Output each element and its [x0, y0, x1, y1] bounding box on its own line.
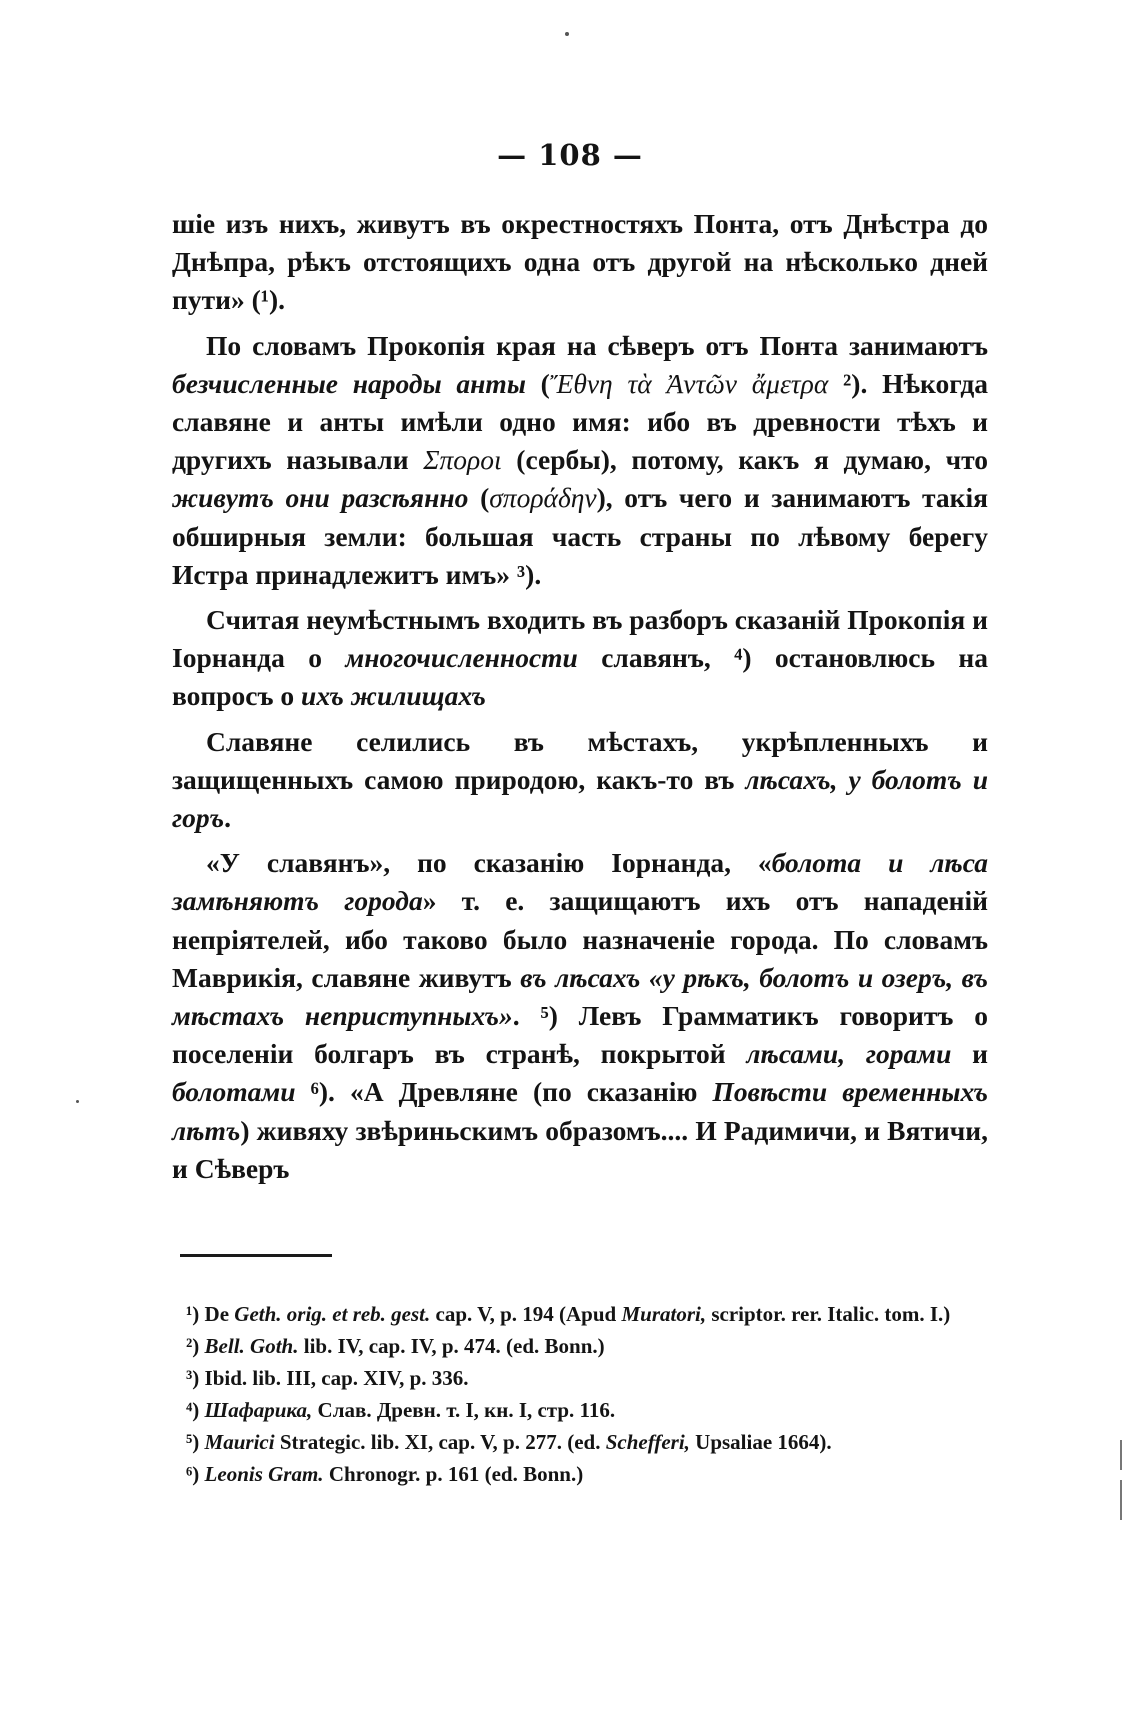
paragraph-5	[172, 844, 988, 1188]
text-run: Считая неумѣстнымъ входить въ разборъ сказаній Прокопія и Іорнанда о	[172, 604, 988, 674]
paragraph-4	[172, 723, 988, 838]
text-run: ¹) De	[186, 1302, 235, 1326]
footnotes	[176, 1298, 982, 1490]
scan-speck	[565, 32, 569, 36]
italic-run: многочисленности	[345, 642, 578, 674]
text-run: .	[224, 802, 232, 834]
paragraph-3	[172, 601, 988, 716]
text-run: (	[525, 367, 550, 399]
italic-run: Шафарика,	[204, 1398, 313, 1422]
main-text	[172, 205, 988, 1195]
text-run: ⁶)	[186, 1462, 205, 1486]
text-run: Славяне селились въ мѣстахъ, укрѣпленныхъ и защищенныхъ самою природою, какъ-то въ	[172, 725, 988, 795]
footnote-separator	[180, 1254, 332, 1257]
italic-run: въ лѣсахъ «у рѣкъ, болотъ и озеръ, въ мѣстахъ неприступныхъ»	[172, 961, 988, 1032]
text-run: ), отъ чего и занимаютъ такія обширныя земли: большая часть страны по лѣвому берегу Истра принадлежитъ имъ» ³).	[172, 482, 988, 590]
footnote-2	[176, 1330, 982, 1362]
text-run: (	[468, 482, 490, 514]
text-run: lib. IV, cap. IV, p. 474. (ed. Bonn.)	[298, 1334, 605, 1358]
paragraph-2	[172, 327, 988, 594]
text-run: и	[951, 1038, 988, 1070]
text-run: Strategic. lib. XI, cap. V, p. 277. (ed.	[274, 1430, 606, 1454]
italic-run: безчисленные народы анты	[172, 367, 526, 399]
text-run: Upsaliae 1664).	[689, 1430, 832, 1454]
text-run: cap. V, p. 194 (Apud	[430, 1302, 622, 1326]
text-run: ⁶). «А Древляне (по сказанію	[295, 1076, 713, 1108]
italic-run: Повѣсти временныхъ лѣтъ	[172, 1076, 989, 1146]
italic-run: Schefferi,	[605, 1430, 690, 1454]
scan-speck	[76, 1100, 79, 1103]
text-run: . ⁵) Левъ Грамматикъ говоритъ о поселеніи болгаръ въ странѣ, покрытой	[172, 1000, 988, 1070]
text-run: (сербы), потому, какъ я думаю, что	[501, 444, 988, 476]
italic-run: болотами	[172, 1076, 296, 1108]
italic-run: Maurici	[204, 1430, 275, 1454]
greek-run: Ἔθνη τὰ Ἀντῶν ἄμετρα	[549, 367, 829, 399]
text-run: ) живяху звѣриньскимъ образомъ.... И Радимичи, и Вятичи, и Сѣверъ	[172, 1114, 988, 1184]
italic-run: живутъ они разсѣянно	[172, 482, 469, 514]
italic-run: Bell. Goth.	[204, 1334, 299, 1358]
text-run: ²)	[186, 1334, 205, 1358]
text-run: ²). Нѣкогда славяне и анты имѣли одно имя: ибо въ древности тѣхъ и другихъ называли	[172, 367, 988, 476]
footnote-6	[176, 1458, 982, 1490]
scan-edge-mark	[1120, 1480, 1122, 1520]
italic-run: ихъ жилищахъ	[301, 680, 486, 712]
footnote-1	[176, 1298, 982, 1330]
greek-run: σποράδην	[489, 482, 597, 514]
italic-run: Leonis Gram.	[204, 1462, 324, 1486]
italic-run: Geth. orig. et reb. gest.	[234, 1302, 431, 1326]
footnote-4	[176, 1394, 982, 1426]
text-run: Chronogr. p. 161 (ed. Bonn.)	[323, 1462, 584, 1486]
paragraph-1	[172, 205, 988, 320]
footnote-3	[176, 1362, 982, 1394]
text-run: ⁵)	[186, 1430, 205, 1454]
text-run: ³) Ibid. lib. III, cap. XIV, p. 336.	[186, 1366, 469, 1390]
italic-run: лѣсами, горами	[746, 1038, 952, 1070]
text-run: «У славянъ», по сказанію Іорнанда, «	[206, 847, 772, 879]
scan-edge-mark	[1120, 1440, 1122, 1470]
text-run: » т. е. защищаютъ ихъ отъ нападеній непріятелей, ибо таково было назначеніе города. По словамъ Маврикія, славяне живутъ	[172, 885, 988, 993]
text-run: славянъ, ⁴) остановлюсь на вопросъ о	[172, 642, 988, 712]
italic-run: Muratori,	[621, 1302, 707, 1326]
page-number-header: — 108 —	[497, 138, 643, 172]
italic-run: лѣсахъ, у болотъ и горъ	[172, 763, 988, 834]
italic-run: болота и лѣса замѣняютъ города	[172, 847, 989, 917]
text-run: По словамъ Прокопія края на сѣверъ отъ Понта занимаютъ	[206, 329, 988, 361]
footnote-5	[176, 1426, 982, 1458]
text-run: scriptor. rer. Italic. tom. I.)	[706, 1302, 951, 1326]
text-run: ⁴)	[186, 1398, 205, 1422]
greek-run: Σποροι	[423, 444, 502, 476]
text-run: шіе изъ нихъ, живутъ въ окрестностяхъ Понта, отъ Днѣстра до Днѣпра, рѣкъ отстоящихъ одна отъ другой на нѣсколько дней пути» (¹).	[172, 208, 988, 316]
text-run: Слав. Древн. т. I, кн. I, стр. 116.	[312, 1398, 616, 1422]
